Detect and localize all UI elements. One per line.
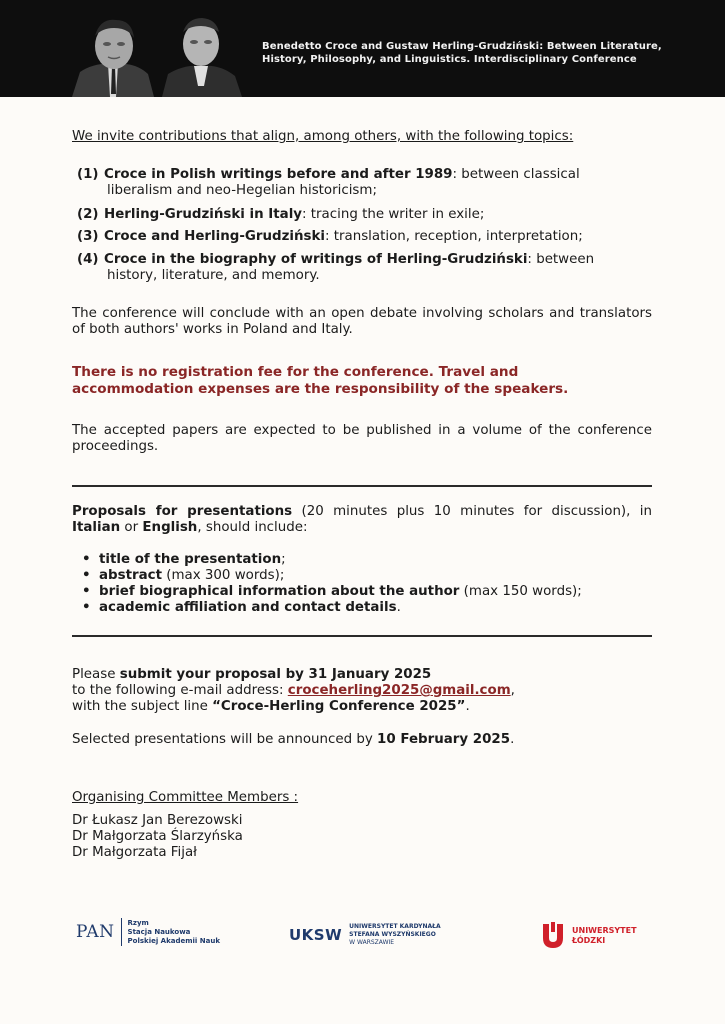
conference-title-line-2: History, Philosophy, and Linguistics. Interdisciplinary Conference [262, 54, 637, 65]
header-banner [0, 0, 725, 97]
topic-item-2 [77, 207, 652, 223]
publication-paragraph: The accepted papers are expected to be published in a volume of the conference proceedings. [72, 423, 652, 454]
topic-number: (2) [77, 207, 99, 222]
committee-heading: Organising Committee Members : [72, 790, 299, 805]
pan-logo-line: Stacja Naukowa [127, 927, 191, 936]
committee-member: Dr Małgorzata Ślarzyńska [72, 829, 243, 844]
proposals-paragraph [72, 504, 652, 536]
language-italian: Italian [72, 520, 121, 535]
language-english: English [142, 520, 198, 535]
topic-item-1 [77, 167, 652, 199]
pan-logo-mark: PAN [76, 922, 115, 942]
proposals-or: or [120, 520, 143, 535]
partner-logos [0, 912, 725, 962]
requirement-detail: ; [281, 552, 286, 567]
topic-description: : translation, reception, interpretation; [324, 229, 583, 244]
topic-continuation: history, literature, and memory. [107, 268, 320, 283]
submission-text: , [510, 683, 515, 698]
fee-notice-line-1: There is no registration fee for the conference. Travel and [72, 364, 519, 380]
submission-paragraph [72, 667, 652, 715]
topic-title: Croce in Polish writings before and after 1989 [104, 167, 453, 182]
submission-line-1 [72, 667, 652, 683]
subject-line: “Croce-Herling Conference 2025” [212, 699, 466, 714]
pan-logo-line: Polskiej Akademii Nauk [127, 936, 220, 945]
uksw-logo-line: STEFANA WYSZYŃSKIEGO [349, 931, 436, 938]
requirement-title: title of the presentation [99, 552, 282, 567]
ul-logo-text [572, 926, 637, 946]
requirement-title: academic affiliation and contact details [99, 600, 397, 615]
submission-deadline: submit your proposal by 31 January 2025 [119, 667, 432, 682]
uksw-logo-line: W WARSZAWIE [349, 939, 395, 946]
announcement-paragraph [72, 732, 652, 748]
debate-paragraph: The conference will conclude with an open debate involving scholars and translators of both authors' works in Poland and Italy. [72, 306, 652, 337]
announcement-text: . [510, 732, 515, 747]
pan-logo-divider [121, 918, 122, 946]
ul-emblem-icon [540, 920, 566, 952]
announcement-text: Selected presentations will be announced by [72, 732, 378, 747]
submission-text: with the subject line [72, 699, 213, 714]
requirement-title: abstract [99, 568, 162, 583]
topic-item-4 [77, 252, 652, 284]
topic-title: Herling-Grudziński in Italy [104, 207, 303, 222]
topic-description: : tracing the writer in exile; [302, 207, 485, 222]
topic-title: Croce in the biography of writings of Herling-Grudziński [104, 252, 528, 267]
topic-number: (3) [77, 229, 99, 244]
ul-logo-line: UNIWERSYTET [572, 926, 637, 935]
divider [72, 485, 652, 487]
requirement-title: brief biographical information about the author [99, 584, 460, 599]
portraits-photo [70, 14, 250, 97]
pan-logo [76, 918, 220, 946]
committee-member: Dr Małgorzata Fijał [72, 845, 197, 860]
proposals-lead: Proposals for presentations [72, 504, 293, 519]
list-item [80, 600, 640, 616]
conference-title-line-1: Benedetto Croce and Gustaw Herling-Grudziński: Between Literature, [262, 41, 662, 52]
uksw-logo-text [349, 923, 440, 947]
pan-logo-line: Rzym [127, 918, 149, 927]
committee-member: Dr Łukasz Jan Berezowski [72, 813, 243, 828]
topic-number: (1) [77, 167, 99, 182]
topic-description: : between [527, 252, 595, 267]
fee-notice-line-2: accommodation expenses are the responsibility of the speakers. [72, 381, 569, 397]
uksw-logo [289, 923, 441, 947]
topic-item-3 [77, 229, 652, 245]
email-link[interactable]: croceherling2025@gmail.com [287, 683, 511, 698]
topic-number: (4) [77, 252, 99, 267]
conference-title [262, 40, 702, 66]
list-item [80, 584, 640, 600]
submission-text: to the following e-mail address: [72, 683, 288, 698]
list-item [80, 552, 640, 568]
divider [72, 635, 652, 637]
submission-line-2 [72, 683, 652, 699]
committee-members [72, 813, 652, 861]
requirement-detail: (max 150 words); [459, 584, 582, 599]
proposals-tail: , should include: [197, 520, 308, 535]
topic-title: Croce and Herling-Grudziński [104, 229, 325, 244]
proposal-requirements-list [80, 552, 640, 616]
topics-intro: We invite contributions that align, among others, with the following topics: [72, 129, 574, 144]
pan-logo-text [128, 919, 220, 946]
submission-line-3 [72, 699, 652, 715]
requirement-detail: . [396, 600, 401, 615]
submission-text: . [465, 699, 470, 714]
uksw-logo-line: UNIWERSYTET KARDYNAŁA [349, 923, 441, 930]
proposals-text: (20 minutes plus 10 minutes for discussion), in [292, 504, 652, 519]
submission-text: Please [72, 667, 120, 682]
announcement-date: 10 February 2025 [377, 732, 511, 747]
requirement-detail: (max 300 words); [161, 568, 285, 583]
fee-notice [72, 364, 652, 398]
topic-description: : between classical [452, 167, 580, 182]
uksw-logo-mark: UKSW [289, 926, 343, 944]
topic-continuation: liberalism and neo-Hegelian historicism; [107, 183, 377, 198]
list-item [80, 568, 640, 584]
ul-logo [540, 920, 637, 952]
ul-logo-line: ŁÓDZKI [572, 936, 606, 945]
